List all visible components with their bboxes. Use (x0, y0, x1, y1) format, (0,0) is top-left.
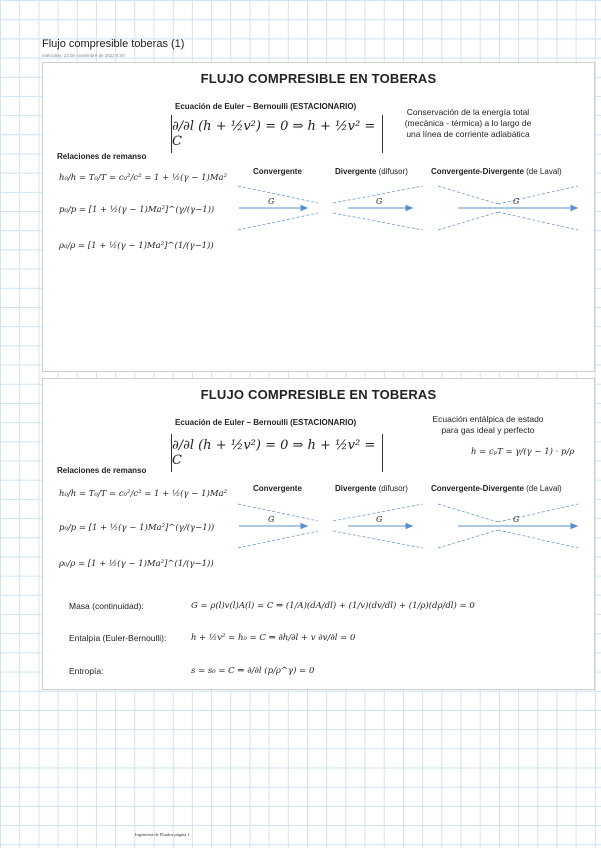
flow-label: G (376, 197, 383, 206)
nozzle-wall (438, 530, 498, 548)
nozzle-diagram (233, 178, 593, 238)
nozzle-qualifier: (de Laval) (523, 167, 562, 176)
mass-equation: G = ρ(l)v(l)A(l) = C ⇒ (1/A)(dA/dl) + (1/v)(dv/dl) + (1/ρ)(dρ/dl) = 0 (191, 601, 475, 611)
euler-equation: ∂/∂l (h + ½v²) = 0 ⇒ h + ½v² = C (171, 115, 383, 153)
entropy-label: Entropía: (69, 666, 104, 676)
remanso-formula: h₀/h = T₀/T = c₀²/c² = 1 + ½(γ − 1)Ma² (59, 173, 228, 183)
flow-label: G (268, 197, 275, 206)
panel-title: FLUJO COMPRESIBLE EN TOBERAS (200, 71, 437, 86)
nozzle-qualifier: (difusor) (376, 167, 408, 176)
nozzle-name: Divergente (335, 167, 377, 176)
remanso-formula: h₀/h = T₀/T = c₀²/c² = 1 + ½(γ − 1)Ma² (59, 489, 228, 499)
nozzle-label-laval (431, 484, 562, 493)
enthalpy-label: Entalpía (Euler-Bernoulli): (69, 633, 167, 643)
nozzle-wall (333, 531, 423, 548)
nozzle-wall (438, 504, 498, 522)
mass-label: Masa (continuidad): (69, 601, 144, 611)
arrow-head (301, 524, 307, 529)
nozzle-label-divergente (335, 484, 408, 493)
arrow-head (571, 206, 577, 211)
nozzle-wall (238, 531, 318, 548)
euler-equation: ∂/∂l (h + ½v²) = 0 ⇒ h + ½v² = C (171, 434, 383, 472)
nozzle-wall (438, 186, 498, 204)
nozzle-wall (333, 213, 423, 230)
panel-title: FLUJO COMPRESIBLE EN TOBERAS (200, 387, 437, 402)
remanso-label: Relaciones de remanso (57, 152, 147, 161)
nozzle-wall (238, 213, 318, 230)
remanso-label: Relaciones de remanso (57, 466, 147, 475)
note-line: una línea de corriente adiabática (406, 129, 530, 139)
arrow-head (571, 524, 577, 529)
euler-label: Ecuación de Euler – Bernoulli (ESTACIONARIO) (175, 102, 357, 111)
enthalpy-equation: h = cₚT = γ/(γ − 1) · p/ρ (471, 447, 575, 457)
entropy-equation: s = s₀ = C ⇒ ∂/∂l (p/ρ^γ) = 0 (191, 666, 315, 676)
note-line: para gas ideal y perfecto (441, 425, 535, 435)
euler-label: Ecuación de Euler – Bernoulli (ESTACIONARIO) (175, 418, 357, 427)
remanso-formula: ρ₀/ρ = [1 + ½(γ − 1)Ma²]^(1/(γ−1)) (59, 241, 214, 251)
panel-1 (42, 62, 595, 372)
nozzle-wall (498, 212, 578, 230)
enthalpy-note (408, 414, 568, 436)
page-timestamp: miércoles, 23 de noviembre de 2022 8:40 (42, 53, 125, 58)
nozzle-qualifier: (difusor) (376, 484, 408, 493)
nozzle-wall (438, 212, 498, 230)
note-line: Conservación de la energía total (406, 107, 530, 117)
nozzle-wall (238, 186, 318, 203)
nozzle-name: Convergente-Divergente (431, 484, 524, 493)
nozzle-name: Convergente-Divergente (431, 167, 524, 176)
remanso-formula: p₀/p = [1 + ½(γ − 1)Ma²]^(γ/(γ−1)) (59, 523, 215, 533)
nozzle-label-laval (431, 167, 562, 176)
flow-label: G (268, 515, 275, 524)
remanso-formula: p₀/p = [1 + ½(γ − 1)Ma²]^(γ/(γ−1)) (59, 205, 215, 215)
nozzle-wall (498, 186, 578, 204)
panel-2 (42, 378, 595, 690)
nozzle-diagram (233, 496, 593, 556)
arrow-head (406, 524, 412, 529)
page-footer: Ingeniería de Fluidos página 1 (135, 832, 190, 837)
energy-note (388, 107, 548, 140)
note-line: Ecuación entálpica de estado (432, 414, 544, 424)
nozzle-name: Divergente (335, 484, 377, 493)
page-title: Flujo compresible toberas (1) (42, 38, 185, 50)
nozzle-name: Convergente (253, 484, 302, 493)
nozzle-label-convergente (253, 167, 302, 176)
arrow-head (406, 206, 412, 211)
flow-label: G (513, 515, 520, 524)
nozzle-qualifier: (de Laval) (523, 484, 562, 493)
nozzle-name: Convergente (253, 167, 302, 176)
nozzle-wall (498, 504, 578, 522)
nozzle-wall (498, 530, 578, 548)
nozzle-label-convergente (253, 484, 302, 493)
flow-label: G (513, 197, 520, 206)
remanso-formula: ρ₀/ρ = [1 + ½(γ − 1)Ma²]^(1/(γ−1)) (59, 559, 214, 569)
flow-label: G (376, 515, 383, 524)
note-line: (mecánica - térmica) a lo largo de (404, 118, 532, 128)
enthalpy-bernoulli-equation: h + ½v² = h₀ = C ⇒ ∂h/∂l + v ∂v/∂l = 0 (191, 633, 356, 643)
nozzle-label-divergente (335, 167, 408, 176)
arrow-head (301, 206, 307, 211)
nozzle-wall (238, 504, 318, 521)
